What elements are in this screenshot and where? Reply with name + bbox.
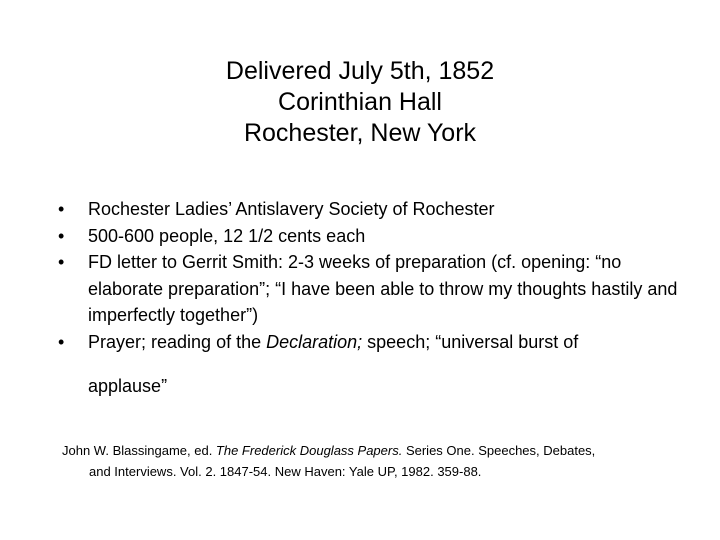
bullet-text-italic: Declaration; xyxy=(266,331,363,352)
slide-title xyxy=(0,56,720,149)
bullet-marker: • xyxy=(58,331,65,352)
citation-part2: Series One. Speeches, Debates, xyxy=(402,443,596,458)
bullet-text-before: Prayer; reading of the xyxy=(88,331,267,352)
citation-italic-title: The Frederick Douglass Papers. xyxy=(215,443,403,458)
bullet-text: 500-600 people, 12 1/2 cents each xyxy=(88,225,366,246)
bullet-item xyxy=(58,329,678,400)
bullet-marker: • xyxy=(58,225,65,246)
bullet-marker: • xyxy=(58,199,65,219)
citation-part1: John W. Blassingame, ed. xyxy=(62,443,216,458)
bullet-marker: • xyxy=(58,252,65,272)
bullet-text: FD letter to Gerrit Smith: 2-3 weeks of preparation (cf. opening: “no elaborate preparation”; “I have been able to throw my thoughts hastily and imperfectly together”) xyxy=(88,252,678,325)
citation-line2: and Interviews. Vol. 2. 1847-54. New Haven: Yale UP, 1982. 359-88. xyxy=(89,464,482,479)
bullet-item xyxy=(58,249,678,329)
bullet-text: Rochester Ladies’ Antislavery Society of Rochester xyxy=(88,199,495,219)
bullet-list xyxy=(58,196,678,400)
bullet-item xyxy=(58,223,678,250)
bullet-item xyxy=(58,196,678,223)
title-line-venue: Corinthian Hall xyxy=(278,88,442,116)
bullet-text-continuation: applause” xyxy=(88,376,168,396)
bullet-text xyxy=(88,329,678,356)
title-line-city: Rochester, New York xyxy=(243,119,477,147)
bullet-text-after: speech; “universal burst of xyxy=(362,331,579,352)
title-line-date: Delivered July 5th, 1852 xyxy=(225,57,495,85)
citation xyxy=(62,440,662,482)
